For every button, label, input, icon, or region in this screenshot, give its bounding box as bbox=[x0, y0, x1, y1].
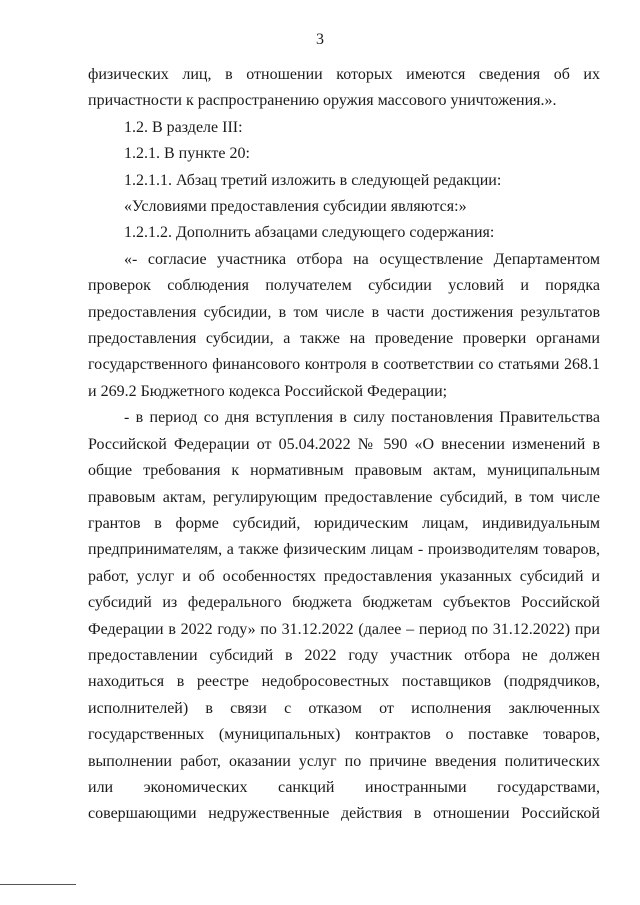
document-body bbox=[88, 62, 600, 828]
footer-divider bbox=[0, 884, 76, 885]
page-number: 3 bbox=[316, 31, 324, 48]
paragraph-subclause-2: 1.2.1.2. Дополнить абзацами следующего содержания: bbox=[124, 224, 495, 242]
paragraph-quote: «Условиями предоставления субсидии являются:» bbox=[124, 198, 467, 216]
paragraph-clause: 1.2.1. В пункте 20: bbox=[124, 145, 250, 163]
paragraph-continuation: физических лиц, в отношении которых имеются сведения об их причастности к распространению оружия массового уничтожения.». bbox=[88, 66, 600, 110]
paragraph-section-heading: 1.2. В разделе III: bbox=[124, 118, 243, 136]
paragraph-consent: «- согласие участника отбора на осуществление Департаментом проверок соблюдения получателем субсидии условий и порядка предоставления субсидии, в том числе в части достижения результатов предоставления субсидии, а также на проведение проверки органами государственного финансового контроля в соответствии со статьями 268.1 и 269.2 Бюджетного кодекса Российской Федерации; bbox=[88, 250, 600, 400]
paragraph-period: - в период со дня вступления в силу постановления Правительства Российской Федерации от 05.04.2022 № 590 «О внесении изменений в общие требования к нормативным правовым актам, муниципальным правовым актам, регулирующим предоставление субсидий, в том числе грантов в форме субсидий, юридическим лицам, индивидуальным предпринимателям, а также физическим лицам - производителям товаров, работ, услуг и об особенностях предоставления указанных субсидий и субсидий из федерального бюджета бюджетам субъектов Российской Федерации в 2022 году» по 31.12.2022 (далее – период по 31.12.2022) при предоставлении субсидий в 2022 году участник отбора не должен находиться в реестре недобросовестных поставщиков (подрядчиков, исполнителей) в связи с отказом от исполнения заключенных государственных (муниципальных) контрактов о поставке товаров, выполнении работ, оказании услуг по причине введения политических или экономических санкций иностранными государствами, совершающими недружественные действия в отношении Российской bbox=[88, 409, 600, 823]
paragraph-subclause: 1.2.1.1. Абзац третий изложить в следующей редакции: bbox=[124, 171, 502, 189]
